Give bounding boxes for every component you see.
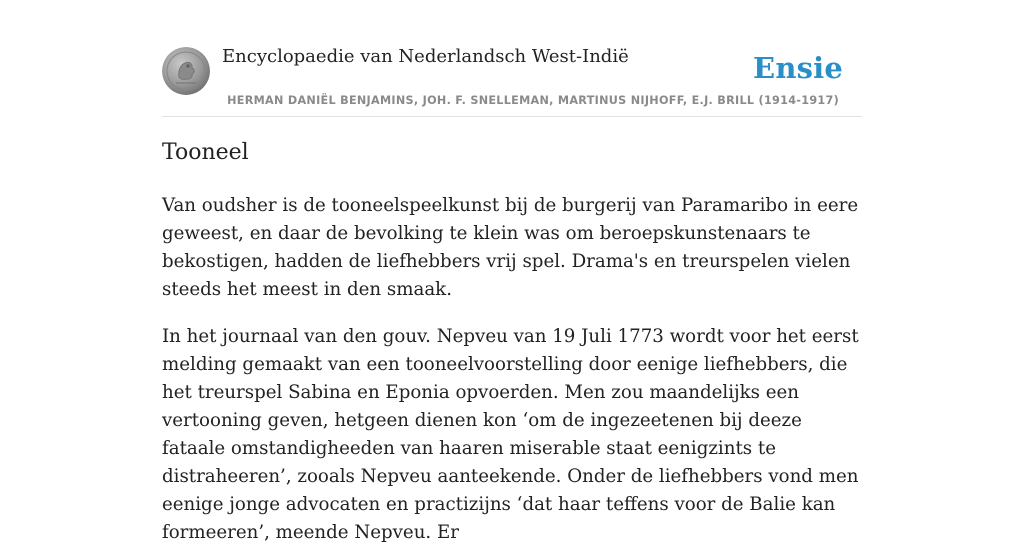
article-paragraph: Van oudsher is de tooneelspeelkunst bij de burgerij van Paramaribo in eere geweest, en daar de bevolking te klein was om beroepskunstenaars te bekostigen, hadden de liefhebbers vrij spel. Drama's en treurspelen vielen steeds het meest in den smaak.: [162, 195, 859, 300]
ensie-logo[interactable]: Ensie: [753, 51, 843, 85]
coin-seal-icon[interactable]: [162, 47, 210, 95]
authors-line: HERMAN DANIËL BENJAMINS, JOH. F. SNELLEMAN, MARTINUS NIJHOFF, E.J. BRILL (1914-1917): [227, 94, 839, 107]
page: [162, 0, 862, 543]
entry-title: Tooneel: [162, 140, 249, 165]
header: [162, 0, 862, 117]
book-title[interactable]: Encyclopaedie van Nederlandsch West-Indië: [222, 46, 629, 67]
article-paragraph: In het journaal van den gouv. Nepveu van 19 Juli 1773 wordt voor het eerst melding gemaakt van een tooneelvoorstelling door eenige liefhebbers, die het treurspel Sabina en Eponia opvoerden. Men zou maandelijks een vertooning geven, hetgeen dienen kon ‘om de ingezeetenen bij deeze fataale omstandigheeden van haaren miserable staat eenigzints te distraheeren’, zooals Nepveu aanteekende. Onder de liefhebbers vond men eenige jonge advocaten en practizijns ‘dat haar teffens voor de Balie kan formeeren’, meende Nepveu. Er: [162, 326, 859, 543]
